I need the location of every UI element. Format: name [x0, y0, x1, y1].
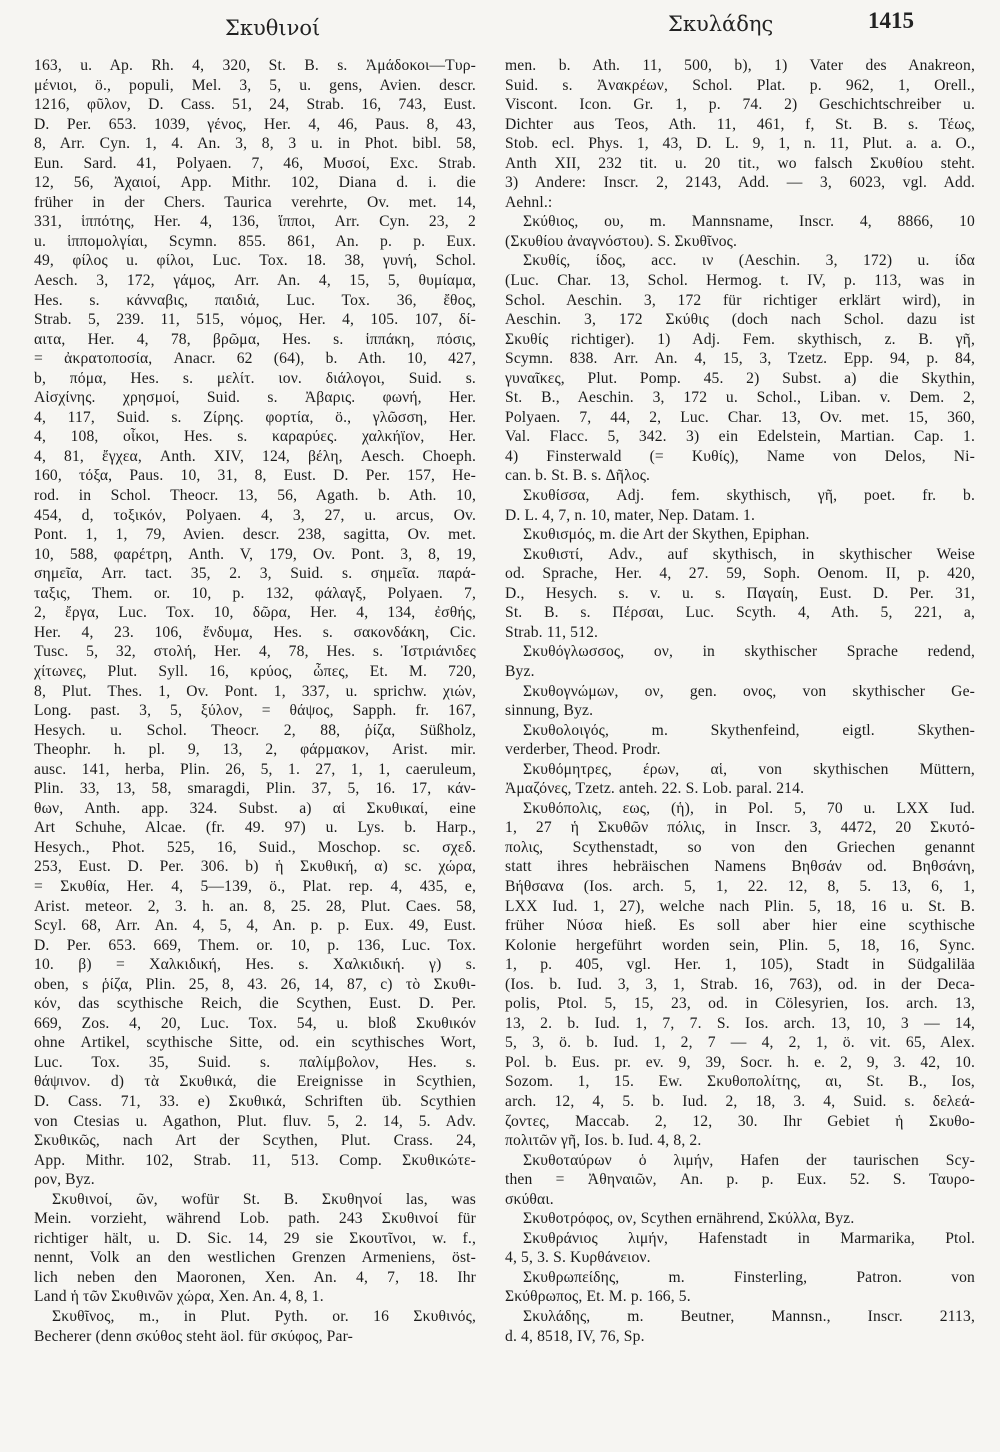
text-line: rod. in Schol. Theocr. 13, 56, Agath. b. Ath. 10, [34, 487, 476, 505]
text-line: Aeschin. 3, 172 Σκύθις (doch nach Schol. dazu ist [505, 311, 975, 329]
text-line: Suid. s. Ἀνακρέων, Schol. Plat. p. 962, 1, Orell., [505, 76, 975, 94]
right-column [505, 56, 975, 1346]
running-head [0, 8, 1000, 48]
text-line: Eun. Sard. 41, Polyaen. 7, 46, Μυσοί, Exc. Strab. [34, 154, 476, 172]
text-line: Dichter aus Teos, Ath. 11, 461, f, St. B. s. Τέως, [505, 115, 975, 133]
text-line: St. B. s. Πέρσαι, Luc. Scyth. 4, Ath. 5, 221, a, [505, 604, 975, 622]
text-line: Land ἡ τῶν Σκυθινῶν χώρα, Xen. An. 4, 8, 1. [34, 1288, 324, 1306]
text-line: 49, φίλος u. φίλοι, Luc. Tox. 18. 38, γυνή, Schol. [34, 252, 476, 270]
text-line: χίτωνες, Plut. Syll. 16, κρύος, ὦπες, Et. M. 720, [34, 662, 476, 680]
text-line: 669, Zos. 4, 20, Luc. Tox. 54, u. bloß Σκυθικόν [34, 1014, 476, 1032]
entry-headword-line: Σκυθινοί, ῶν, wofür St. B. Σκυθηνοί las, was [52, 1190, 476, 1208]
text-line: 253, Eust. D. Per. 306. b) ἡ Σκυθική, α) sc. χώρα, [34, 858, 476, 876]
text-line: Strab. 11, 512. [505, 623, 599, 641]
text-line: Hes. s. κάνναβις, παιδιά, Luc. Tox. 36, ἔθος, [34, 291, 476, 309]
entry-headword-line: Σκυθίς, ίδος, acc. ιν (Aeschin. 3, 172) u. ίδα [523, 252, 975, 270]
text-line: 8, Plut. Thes. 1, Ov. Pont. 1, 337, u. sprichw. χιών, [34, 682, 476, 700]
text-line: Strab. 5, 239. 11, 515, νόμος, Her. 4, 105. 107, δί- [34, 311, 476, 329]
text-line: 4, 117, Suid. s. Ζίρης. φορτία, ö., γλῶσση, Her. [34, 408, 476, 426]
text-line: Long. past. 3, 5, ξύλον, = θάψος, Sapph. fr. 167, [34, 702, 476, 720]
text-line: Mein. vorzieht, während Lob. path. 243 Σκυθινοί für [34, 1210, 476, 1228]
guide-word-right: Σκυλάδης [668, 12, 774, 36]
text-line: Pont. 1, 1, 79, Avien. descr. 238, sagitta, Ov. met. [34, 526, 476, 544]
text-line: Theophr. h. pl. 9, 13, 2, φάρμακον, Arist. mir. [34, 741, 476, 759]
text-line: b, πόμα, Hes. s. μελίτ. ιον. διάλογοι, Suid. s. [34, 369, 476, 387]
text-line: D. Per. 653. 669, Them. or. 10, p. 136, Luc. Tox. [34, 936, 476, 954]
text-line: Arist. meteor. 2, 3. h. an. 8, 25. 28, Plut. Caes. 58, [34, 897, 476, 915]
entry-headword-line: Σκυθόμητρες, έρων, αἱ, von skythischen Müttern, [523, 760, 975, 778]
text-line: Scyl. 68, Arr. An. 4, 5, 4, An. p. p. Eux. 49, Eust. [34, 917, 476, 935]
text-line: 4, 5, 3. S. Κυρθάνειον. [505, 1249, 651, 1267]
text-line: 163, u. Ap. Rh. 4, 320, St. B. s. Ἀμάδοκοι—Τυρ- [34, 57, 476, 74]
text-line: Σκυθικῶς, nach Art der Scythen, Plut. Crass. 24, [34, 1132, 476, 1150]
text-line: 12, 56, Ἀχαιοί, App. Mithr. 102, Diana d. i. die [34, 174, 476, 192]
text-line: πολιτῶν γῆ, Ios. b. Iud. 4, 8, 2. [505, 1132, 702, 1150]
text-line: Val. Flacc. 5, 342. 3) ein Edelstein, Martian. Cap. 1. [505, 428, 975, 446]
text-line: Plin. 33, 13, 58, smaragdi, Plin. 37, 5, 16. 17, κάν- [34, 780, 476, 798]
text-line: Hesych. u. Schol. Theocr. 2, 88, ῥίζα, Süßholz, [34, 721, 476, 739]
text-line: von Ctesias u. Agathon, Plut. fluv. 5, 2. 14, 5. Adv. [34, 1112, 476, 1130]
entry-headword-line: Σκυθράνιος λιμήν, Hafenstadt in Marmarika, Ptol. [523, 1229, 975, 1247]
text-line: 2, ἔργα, Luc. Tox. 10, δῶρα, Her. 4, 134, ἐσθής, [34, 604, 476, 622]
entry-headword-line: Σκυθόπολις, εως, (ἡ), in Pol. 5, 70 u. LXX Iud. [523, 799, 975, 817]
text-line: can. b. St. B. s. Δῆλος. [505, 467, 651, 485]
text-line: u. ἱππομολγίαι, Scymn. 855. 861, An. p. p. Eux. [34, 232, 476, 250]
text-line: früher in der Chers. Taurica verehrte, Ov. met. 14, [34, 193, 476, 211]
text-line: D., Hesych. s. v. u. s. Παγαίη, Eust. D. Per. 31, [505, 584, 975, 602]
text-line: κόν, das scythische Reich, die Scythen, Eust. D. Per. [34, 995, 476, 1013]
text-line: ρον, Byz. [34, 1171, 95, 1189]
entry-headword-line: Σκυθῖνος, m., in Plut. Pyth. or. 16 Σκυθινός, [52, 1308, 476, 1325]
text-line: Art Schuhe, Alcae. (fr. 49. 97) u. Lys. b. Harp., [34, 819, 476, 837]
text-line: 1, 27 ἡ Σκυθῶν πόλις, in Inscr. 3, 4472, 20 Σκυτό- [505, 819, 975, 837]
text-line: Βήθσανα (Ios. arch. 5, 1, 22. 12, 8, 5. 13, 6, 1, [505, 877, 975, 895]
text-line: 4, 81, ἔγχεα, Anth. XIV, 124, βέλη, Aesch. Choeph. [34, 447, 476, 465]
text-line: polis, Ptol. 5, 15, 23, od. in Cölesyrien, Ios. arch. 13, [505, 995, 975, 1013]
text-line: Scymn. 838. Arr. An. 4, 15, 3, Tzetz. Epp. 94, p. 84, [505, 350, 975, 368]
text-line: Anth XII, 232 tit. u. 20 tit., wo falsch Σκυθίου steht. [505, 154, 975, 172]
text-line: ohne Artikel, scythische Sitte, od. ein scythisches Wort, [34, 1034, 476, 1052]
text-line: 1, p. 405, vgl. Her. 1, 105), Stadt in Südgaliläa [505, 956, 975, 974]
text-line: App. Mithr. 102, Strab. 11, 513. Comp. Σκυθικώτε- [34, 1151, 476, 1169]
text-line: Aehnl.: [505, 193, 553, 211]
text-line: Luc. Tox. 35, Suid. s. παλίμβολον, Hes. s. [34, 1053, 476, 1071]
text-line: Polyaen. 7, 44, 2, Luc. Char. 13, Ov. met. 15, 360, [505, 408, 975, 426]
text-line: Σκυθίς richtiger). 1) Adj. Fem. skythisch, z. B. γῆ, [505, 330, 975, 348]
text-line: σκύθαι. [505, 1190, 554, 1208]
text-line: Σκύθρωπος, Et. M. p. 166, 5. [505, 1288, 691, 1306]
text-line: od. Sprache, Her. 4, 27. 59, Soph. Oenom. II, p. 420, [505, 565, 975, 583]
entry-headword-line: Σκυθισμός, m. die Art der Skythen, Epiphan. [523, 526, 810, 544]
text-line: Becherer (denn σκύθος steht äol. für σκύφος, Par- [34, 1327, 353, 1345]
text-line: = ἀκρατοποσία, Anacr. 62 (64), b. Ath. 10, 427, [34, 350, 476, 368]
text-line: Viscont. Icon. Gr. 1, p. 74. 2) Geschichtschreiber u. [505, 96, 975, 114]
text-line: d. 4, 8518, IV, 76, Sp. [505, 1327, 645, 1345]
left-column [34, 56, 476, 1346]
text-line: Sozom. 1, 15. Ew. Σκυθοπολίτης, αι, St. B., Ios, [505, 1073, 975, 1091]
text-line: πολις, Scythenstadt, so von den Griechen genannt [505, 838, 975, 856]
text-line: verderber, Theod. Prodr. [505, 741, 661, 759]
text-line: 331, ἱππότης, Her. 4, 136, ἵπποι, Arr. Cyn. 23, 2 [34, 213, 476, 231]
text-line: (Ios. b. Iud. 3, 3, 1, Strab. 16, 763), od. in der Deca- [505, 975, 975, 993]
entry-headword-line: Σκυθογνώμων, ον, gen. ονος, von skythischer Ge- [523, 682, 975, 700]
entry-headword-line: Σκύθιος, ου, m. Mannsname, Inscr. 4, 8866, 10 [523, 213, 975, 231]
entry-headword-line: Σκυθόγλωσσος, ον, in skythischer Sprache redend, [523, 643, 975, 661]
text-line: nennt, Volk an den westlichen Grenzen Armeniens, öst- [34, 1249, 476, 1267]
text-line: St. B., Aeschin. 3, 172 u. Schol., Liban. v. Dem. 2, [505, 389, 975, 407]
text-line: Kolonie hergeführt worden sein, Plin. 5, 18, 16, Sync. [505, 936, 975, 954]
text-line: 8, Arr. Cyn. 1, 4. An. 3, 8, 3 u. in Phot. bibl. 58, [34, 135, 476, 153]
text-line: μένιοι, ö., populi, Mel. 3, 5, u. gens, Avien. descr. [34, 76, 476, 94]
text-line: (Σκυθίου ἀναγνόστου). S. Σκυθῖνος. [505, 232, 738, 250]
text-line: γυναῖκες, Plut. Pomp. 45. 2) Subst. a) die Skythin, [505, 369, 975, 387]
text-line: Pol. b. Eus. pr. ev. 9, 39, Socr. h. e. 2, 9, 3. 42, 10. [505, 1053, 975, 1071]
text-line: then = Ἀθηναιῶν, An. p. p. Eux. 52. S. Ταυρο- [505, 1171, 975, 1189]
text-line: Ἀμαζόνες, Tzetz. anteh. 22. S. Lob. paral. 214. [505, 780, 805, 798]
text-line: D. L. 4, 7, n. 10, mater, Nep. Datam. 1. [505, 506, 756, 524]
page-number: 1415 [868, 8, 914, 33]
text-line: 3) Andere: Inscr. 2, 2143, Add. — 3, 6023, vgl. Add. [505, 174, 975, 192]
text-line: 1216, φῦλον, D. Cass. 51, 24, Strab. 16, 743, Eust. [34, 96, 476, 114]
text-line: σημεῖα, Arr. tact. 35, 2. 3, Suid. s. σημεῖα. παρά- [34, 565, 476, 583]
entry-headword-line: Σκυθοταύρων ὁ λιμήν, Hafen der taurischen Scy- [523, 1151, 975, 1169]
text-line: (Luc. Char. 13, Schol. Hermog. t. IV, p. 113, was in [505, 272, 975, 290]
text-line: früher Νύσα hieß. Es soll aber hier eine scythische [505, 917, 975, 935]
entry-headword-line: Σκυθολοιγός, m. Skythenfeind, eigtl. Skythen- [523, 721, 975, 739]
text-line: men. b. Ath. 11, 500, b), 1) Vater des Anakreon, [505, 57, 975, 74]
text-line: 160, τόξα, Paus. 10, 31, 8, Eust. D. Per. 157, He- [34, 467, 476, 485]
text-line: oben, s ῥίζα, Plin. 25, 8, 43. 26, 14, 87, c) τὸ Σκυθι- [34, 975, 476, 993]
text-line: lich neben den Maoronen, Xen. An. 4, 7, 18. Ihr [34, 1268, 476, 1286]
text-line: αιτα, Her. 4, 78, βρῶμα, Hes. s. ἱππάκη, πόσις, [34, 330, 476, 348]
text-line: Byz. [505, 662, 535, 680]
entry-headword-line: Σκυθιστί, Adv., auf skythisch, in skythischer Weise [523, 545, 975, 563]
text-line: ζοντες, Maccab. 2, 12, 30. Ihr Gebiet ἡ Σκυθο- [505, 1112, 975, 1130]
guide-word-left: Σκυθινοί [225, 16, 321, 40]
text-line: 4) Finsterwald (= Κυθίς), Name von Delos, Ni- [505, 447, 975, 465]
text-line: statt ihres hebräischen Namens Βηθσάν od. Βηθσάνη, [505, 858, 975, 876]
text-line: Hesych., Phot. 525, 16, Suid., Moschop. sc. σχεδ. [34, 838, 476, 856]
text-line: 10. β) = Χαλκιδική, Hes. s. Χαλκιδική. γ) s. [34, 956, 476, 974]
text-line: 10, 588, φαρέτρη, Anth. V, 179, Ov. Pont. 3, 8, 19, [34, 545, 476, 563]
text-line: = Σκυθία, Her. 4, 5—139, ö., Plat. rep. 4, 435, e, [34, 877, 476, 895]
text-line: 13, 2. b. Iud. 1, 7, 7. S. Ios. arch. 13, 10, 3 — 14, [505, 1014, 975, 1032]
text-line: Schol. Aeschin. 3, 172 für richtiger erklärt wird), in [505, 291, 975, 309]
text-line: Stob. ecl. Phys. 1, 43, D. L. 9, 1, n. 11, Plut. a. a. O., [505, 135, 975, 153]
text-line: ausc. 141, herba, Plin. 26, 5, 1. 27, 1, 1, caeruleum, [34, 760, 476, 778]
entry-headword-line: Σκυθίσσα, Adj. fem. skythisch, γῆ, poet. fr. b. [523, 487, 975, 505]
entry-headword-line: Σκυθοτρόφος, ον, Scythen ernährend, Σκύλλα, Byz. [523, 1210, 855, 1228]
text-line: sinnung, Byz. [505, 702, 594, 720]
text-line: Tusc. 5, 32, στολή, Her. 4, 78, Hes. s. Ἰστριάνιδες [34, 643, 476, 661]
text-line: Aesch. 3, 172, γάμος, Arr. An. 4, 15, 5, θυμίαμα, [34, 272, 476, 290]
entry-headword-line: Σκυθρωπείδης, m. Finsterling, Patron. von [523, 1268, 975, 1286]
text-line: LXX Iud. 1, 27), welche nach Plin. 5, 18, 16 u. St. B. [505, 897, 975, 915]
text-line: D. Cass. 71, 33. e) Σκυθικά, Schriften üb. Scythien [34, 1092, 476, 1110]
text-line: θάψινον. d) τὰ Σκυθικά, die Ereignisse in Scythien, [34, 1073, 476, 1091]
entry-headword-line: Σκυλάδης, m. Beutner, Mannsn., Inscr. 2113, [523, 1308, 975, 1325]
text-line: Her. 4, 23. 106, ἔνδυμα, Hes. s. σακονδάκη, Cic. [34, 623, 476, 641]
text-line: D. Per. 653. 1039, γένος, Her. 4, 46, Paus. 8, 43, [34, 115, 476, 133]
text-line: Αἰσχίνης. χρησμοί, Suid. s. Ἀβαρις. φωνή, Her. [34, 389, 476, 407]
text-line: 454, d, τοξικόν, Polyaen. 4, 3, 27, u. arcus, Ov. [34, 506, 476, 524]
text-line: 5, 3, ö. b. Iud. 1, 2, 7 — 4, 2, 1, ö. vit. 65, Alex. [505, 1034, 975, 1052]
text-line: richtiger hält, u. D. Sic. 14, 29 sie Σκουτῖνοι, w. f., [34, 1229, 476, 1247]
text-line: 4, 108, οἶκοι, Hes. s. καραρύες. χαλκήϊον, Her. [34, 428, 476, 446]
text-line: θων, Anth. app. 324. Subst. a) αἱ Σκυθικαί, eine [34, 799, 476, 817]
text-line: arch. 12, 4, 5. b. Iud. 2, 18, 3. 4, Suid. s. δελεά- [505, 1092, 975, 1110]
text-line: ταξις, Them. or. 10, p. 132, φάλαγξ, Polyaen. 7, [34, 584, 476, 602]
